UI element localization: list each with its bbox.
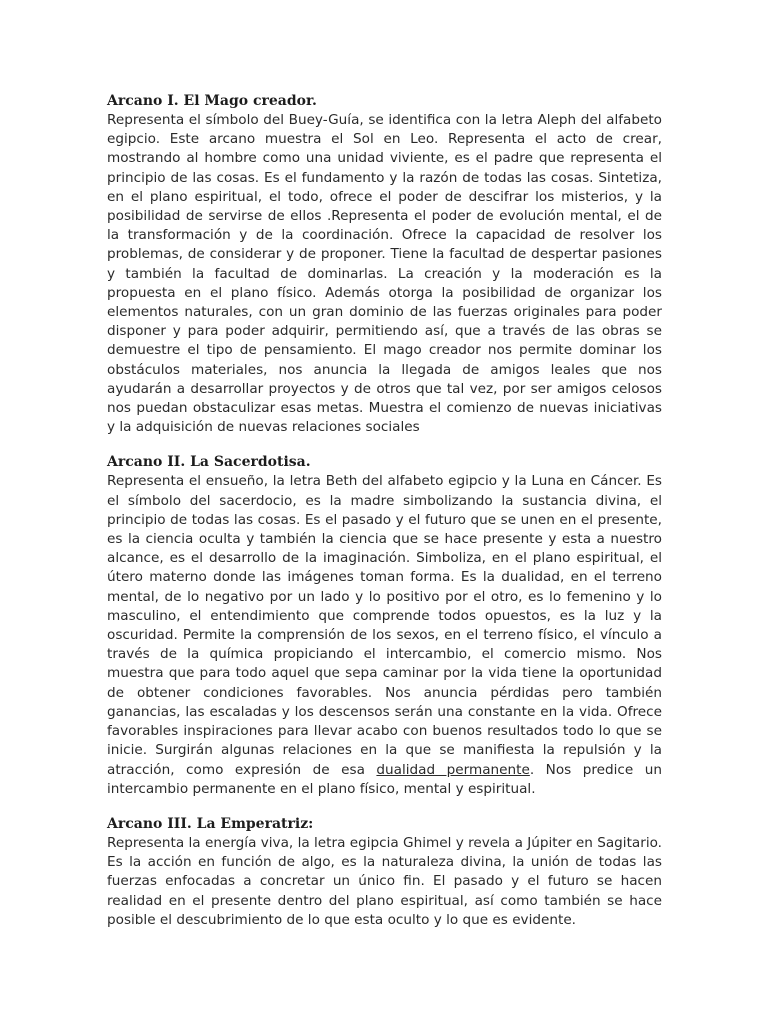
document-page <box>107 92 662 946</box>
section-title: Arcano III. La Emperatriz: <box>107 815 314 832</box>
section-body: Representa la energía viva, la letra egipcia Ghimel y revela a Júpiter en Sagitario. Es la acción en función de algo, es la naturaleza divina, la unión de todas las fuerzas enfocadas a concretar un único fin. El pasado y el futuro se hacen realidad en el presente dentro del plano espiritual, así como también se hace posible el descubrimiento de lo que esta oculto y lo que es evidente. <box>107 834 662 928</box>
section-arcano-1 <box>107 92 662 437</box>
section-body: Representa el símbolo del Buey-Guía, se identifica con la letra Aleph del alfabeto egipcio. Este arcano muestra el Sol en Leo. Representa el acto de crear, mostrando al hombre como una unidad viviente, es el padre que representa el principio de las cosas. Es el fundamento y la razón de todas las cosas. Sintetiza, en el plano espiritual, el todo, ofrece el poder de descifrar los misterios, y la posibilidad de servirse de ellos .Representa el poder de evolución mental, el de la transformación y de la coordinación. Ofrece la capacidad de resolver los problemas, de considerar y de proponer. Tiene la facultad de despertar pasiones y también la facultad de dominarlas. La creación y la moderación es la propuesta en el plano físico. Además otorga la posibilidad de organizar los elementos naturales, con un gran dominio de las fuerzas originales para poder disponer y para poder adquirir, permitiendo así, que a través de las obras se demuestre el tipo de pensamiento. El mago creador nos permite dominar los obstáculos materiales, nos anuncia la llegada de amigos leales que nos ayudarán a desarrollar proyectos y de otros que tal vez, por ser amigos celosos nos puedan obstaculizar esas metas. Muestra el comienzo de nuevas iniciativas y la adquisición de nuevas relaciones sociales <box>107 112 662 436</box>
section-arcano-3 <box>107 815 662 930</box>
section-title: Arcano I. El Mago creador. <box>107 93 317 109</box>
section-title: Arcano II. La Sacerdotisa. <box>107 454 311 471</box>
body-text-segment: . Nos predice un intercambio permanente en el plano físico, mental y espiritual. <box>107 761 662 797</box>
body-text-segment: Representa el ensueño, la letra Beth del alfabeto egipcio y la Luna en Cáncer. Es el símbolo del sacerdocio, es la madre simbolizando la sustancia divina, el principio de todas las cosas. Es el pasado y el futuro que se unen en el presente, es la ciencia oculta y también la ciencia que se hace presente y esta a nuestro alcance, es el desarrollo de la imaginación. Simboliza, en el plano espiritual, el útero materno donde las imágenes toman forma. Es la dualidad, en el terreno mental, de lo negativo por un lado y lo positivo por el otro, es lo femenino y lo masculino, el entendimiento que comprende todos opuestos, es la luz y la oscuridad. Permite la comprensión de los sexos, en el terreno físico, el vínculo a través de la química propiciando el intercambio, el comercio mismo. Nos muestra que para todo aquel que sepa caminar por la vida tiene la oportunidad de obtener condiciones favorables. Nos anuncia pérdidas pero también ganancias, las escaladas y los descensos serán una constante en la vida. Ofrece favorables inspiraciones para llevar acabo con buenos resultados todo lo que se inicie. Surgirán algunas relaciones en la que se manifiesta la repulsión y la atracción, como expresión de esa <box>107 473 662 778</box>
underlined-phrase: dualidad permanente <box>376 761 530 778</box>
section-body <box>107 472 662 798</box>
section-arcano-2 <box>107 453 662 798</box>
